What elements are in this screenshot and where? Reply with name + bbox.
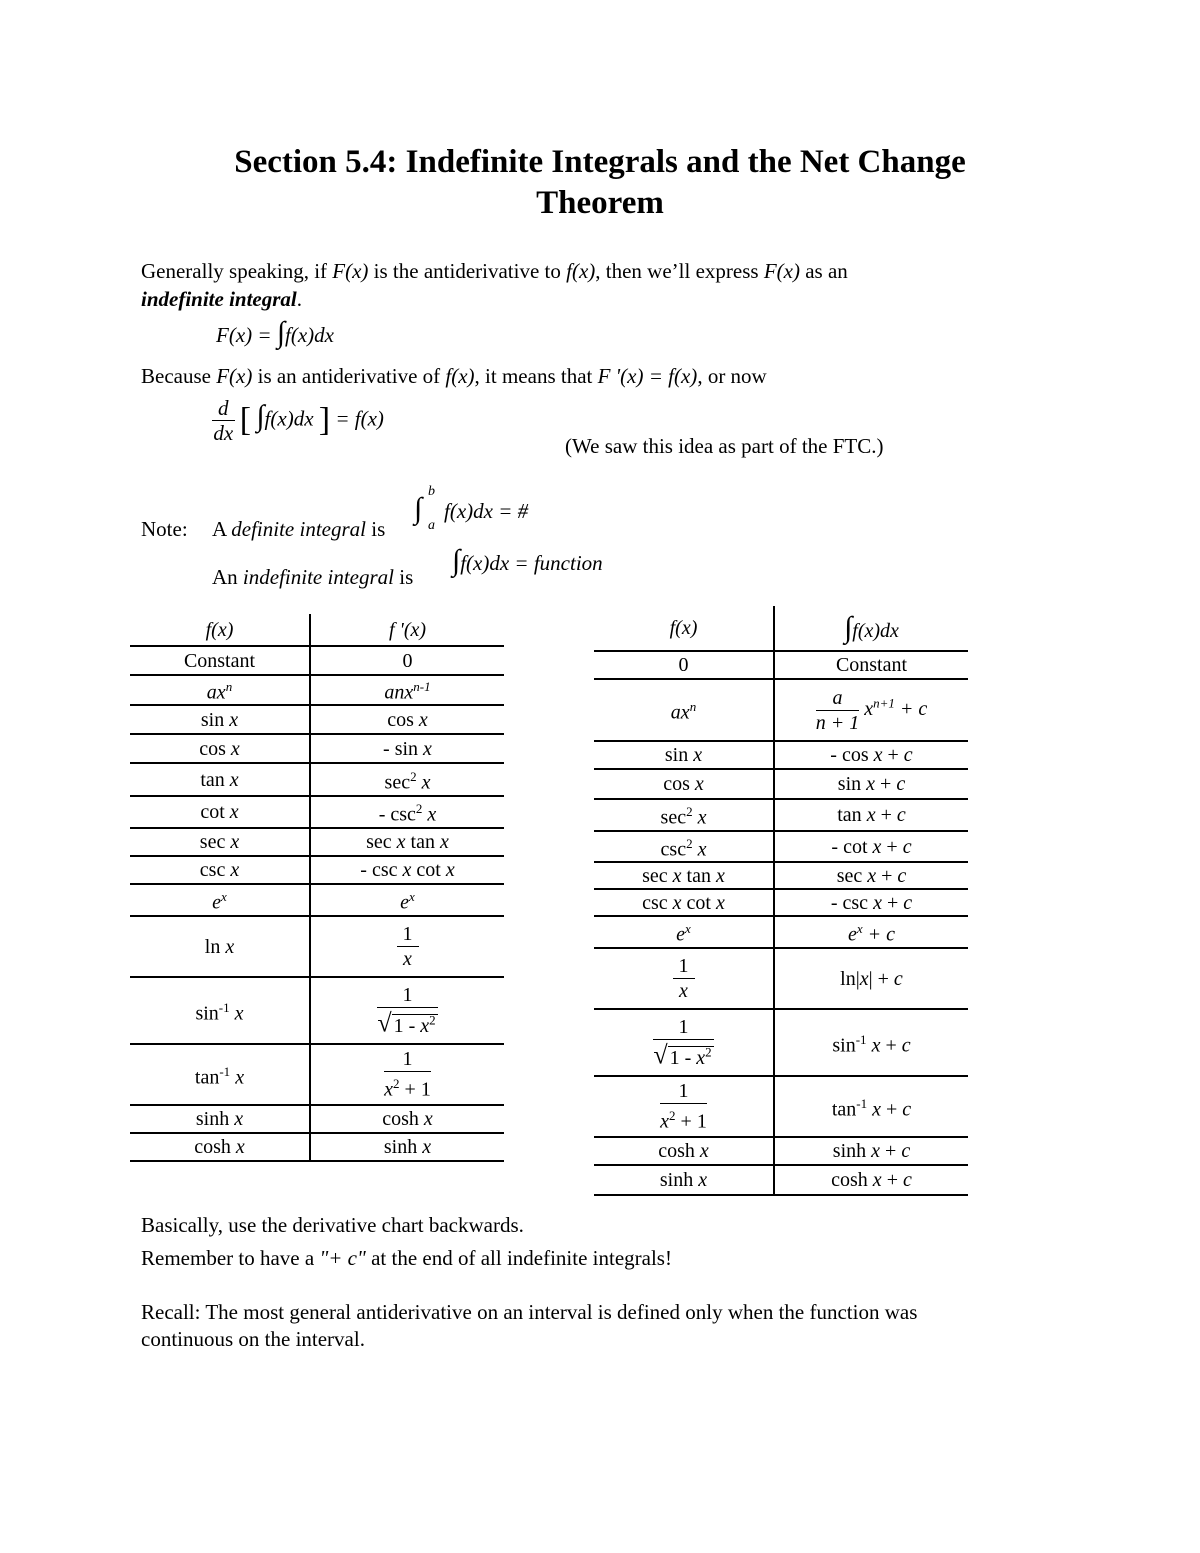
- indefinite-integral-expr: ∫f(x)dx = function: [452, 544, 603, 577]
- table-row: cosh x sinh x: [130, 1133, 504, 1161]
- intro-line-2: indefinite integral.: [141, 287, 303, 311]
- table-row: sin x - cos x + c: [594, 741, 968, 769]
- header-integral: ∫f(x)dx: [844, 611, 899, 644]
- table-row: csc x - csc x cot x: [130, 856, 504, 884]
- equation-definition: F(x) = ∫f(x)dx: [216, 316, 334, 349]
- note-indefinite: An indefinite integral is: [212, 565, 414, 589]
- header-f: f(x): [130, 614, 310, 646]
- table-row: $e^x$ $e^x + c$: [594, 916, 968, 948]
- integral-sign: ∫: [276, 316, 286, 349]
- intro-line-1: Generally speaking, if F(x) is the antiderivative to f(x), then we’ll express F(x) as an: [141, 259, 848, 283]
- table-row: ln x $\frac{1}{x}$: [130, 916, 504, 977]
- math-F-of-x: F(x): [763, 259, 800, 283]
- table-row: sinh x cosh x + c: [594, 1165, 968, 1195]
- definite-integral-expr: f(x)dx = #: [444, 499, 529, 523]
- table-row: csc x cot x - csc x + c: [594, 889, 968, 916]
- table-row: $\frac{1}{x^2 + 1}$ $\tan^{-1} x + c$: [594, 1076, 968, 1137]
- integral-sign: ∫: [256, 399, 265, 433]
- integral-table: [594, 606, 968, 1196]
- table-row: tan x $\sec^2 x$: [130, 763, 504, 796]
- header-f: f(x): [594, 606, 774, 651]
- table-row: $\frac{1}{√ 1 - x^2}$ $\sin^{-1} x + c$: [594, 1009, 968, 1076]
- footer-line-1: Basically, use the derivative chart backwards.: [141, 1213, 524, 1237]
- fraction-d-dx: $\frac{d}{dx}$: [213, 396, 234, 445]
- because-line: Because F(x) is an antiderivative of f(x), it means that F '(x) = f(x), or now: [141, 364, 767, 388]
- definite-integral-sign: b ∫ a: [414, 484, 435, 533]
- table-header-row: [594, 606, 968, 651]
- page-title: [0, 142, 1200, 224]
- table-row: sec x sec x tan x: [130, 828, 504, 856]
- table-row: $\csc^2 x$ - cot x + c: [594, 831, 968, 862]
- table-row: 0 Constant: [594, 651, 968, 679]
- table-row: sec x tan x sec x + c: [594, 862, 968, 889]
- table-row: $\frac{1}{x}$ ln|x| + c: [594, 948, 968, 1009]
- table-row: $\tan^{-1} x$ $\frac{1}{x^2 + 1}$: [130, 1044, 504, 1105]
- footer-line-4: continuous on the interval.: [141, 1327, 365, 1351]
- table-row: cot x - $\csc^2 x$: [130, 796, 504, 828]
- table-row: cos x - sin x: [130, 734, 504, 763]
- note-definite: A definite integral is: [212, 517, 386, 541]
- note-label: Note:: [141, 517, 188, 541]
- table-row: $ax^n$ anx$^{n-1}$: [130, 675, 504, 705]
- math-f-of-x: f(x): [566, 259, 596, 283]
- table-row: $e^x$ $e^x$: [130, 884, 504, 916]
- derivative-table: [130, 614, 504, 1162]
- title-line-2: Theorem: [536, 185, 664, 221]
- title-line-1: Section 5.4: Indefinite Integrals and the Net Change: [234, 144, 966, 180]
- footer-line-2: Remember to have a "+ c" at the end of all indefinite integrals!: [141, 1246, 672, 1270]
- plus-c: "+ c": [319, 1246, 366, 1270]
- header-f-prime: f '(x): [388, 618, 427, 641]
- equation-ftc: $\frac{d}{dx}$ [ ∫f(x)dx ] = f(x): [213, 396, 384, 445]
- ftc-note: (We saw this idea as part of the FTC.): [565, 434, 884, 458]
- table-row: cos x sin x + c: [594, 769, 968, 799]
- math-F-of-x: F(x): [332, 259, 369, 283]
- table-row: sin x cos x: [130, 705, 504, 734]
- term-indefinite-integral: indefinite integral: [141, 287, 297, 311]
- table-header-row: [130, 614, 504, 646]
- table-row: $ax^n$ $\frac{a}{n + 1}$ $x^{n+1} + c$: [594, 679, 968, 741]
- equation-derivative: F '(x) = f(x): [597, 364, 698, 388]
- table-row: Constant 0: [130, 646, 504, 675]
- footer-line-3: Recall: The most general antiderivative on an interval is defined only when the function was: [141, 1300, 918, 1324]
- table-row: $\sin^{-1} x$ $\frac{1}{√ 1 - x^2}$: [130, 977, 504, 1044]
- table-row: cosh x sinh x + c: [594, 1137, 968, 1165]
- table-row: sinh x cosh x: [130, 1105, 504, 1133]
- table-row: $\sec^2 x$ tan x + c: [594, 799, 968, 831]
